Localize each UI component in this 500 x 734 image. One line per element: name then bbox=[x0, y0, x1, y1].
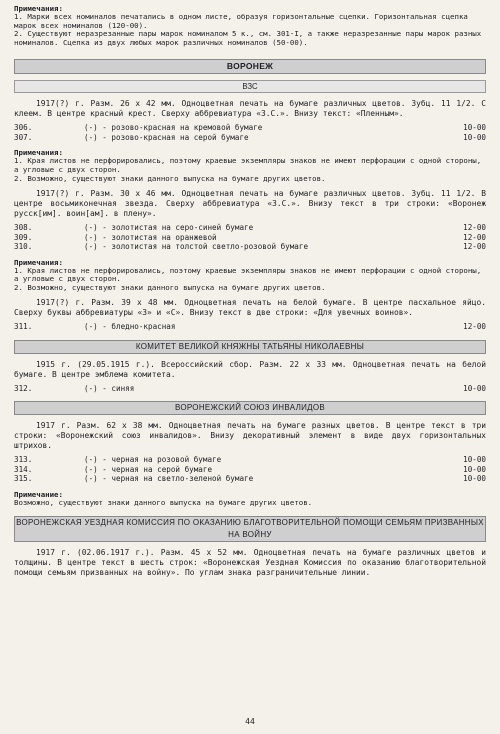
stamp-list bbox=[14, 322, 486, 332]
notes-block bbox=[14, 148, 486, 183]
issue-description: 1917(?) г. Разм. 30 х 46 мм. Одноцветная печать на бумаге различных цветов. Зубц. 11 1/2. В центре восьмиконечная звезда. Сверху аббревиатура «З.С.». Внизу текст в три строки: «Воронеж русск[им]. воин[ам]. в плену». bbox=[14, 189, 486, 219]
stamp-price: 10-00 bbox=[463, 123, 486, 133]
stamp-number: 308. bbox=[14, 223, 33, 233]
stamp-list bbox=[14, 223, 486, 252]
stamp-row bbox=[14, 322, 486, 332]
stamp-desc: (-) - розово-красная на серой бумаге bbox=[84, 132, 249, 142]
stamp-row bbox=[14, 123, 486, 133]
stamp-desc: (-) - бледно-красная bbox=[84, 322, 176, 332]
section-header-commission: ВОРОНЕЖСКАЯ УЕЗДНАЯ КОМИССИЯ ПО ОКАЗАНИЮ БЛАГОТВОРИТЕЛЬНОЙ ПОМОЩИ СЕМЬЯМ ПРИЗВАННЫХ НА ВОЙНУ bbox=[14, 516, 486, 542]
note-line: 2. Возможно, существуют знаки данного выпуска на бумаге других цветов. bbox=[14, 282, 326, 292]
issue-description: 1917(?) г. Разм. 39 х 48 мм. Одноцветная печать на белой бумаге. В центре пасхальное яйцо. Сверху буквы аббревиатуры «З» и «С». Внизу текст в две строки: «Для увечных воинов». bbox=[14, 298, 486, 318]
note-line: 2. Существуют неразрезанные пары марок номиналом 5 к., см. 301-I, а также неразрезанные пары марок разных номиналов. Сцепка из двух любых марок различных номиналов (50-00). bbox=[14, 29, 482, 47]
stamp-desc: (-) - черная на розовой бумаге bbox=[84, 455, 222, 465]
stamp-list bbox=[14, 455, 486, 484]
stamp-row bbox=[14, 474, 486, 484]
stamp-list bbox=[14, 123, 486, 142]
catalog-page bbox=[14, 4, 486, 582]
stamp-price: 10-00 bbox=[463, 474, 486, 484]
note-line: 1. Марки всех номиналов печатались в одном листе, образуя горизонтальные сцепки. Горизонтальная сцепка марок всех номиналов (120-00). bbox=[14, 12, 468, 30]
stamp-number: 311. bbox=[14, 322, 33, 332]
stamp-desc: (-) - золотистая на оранжевой bbox=[84, 232, 217, 242]
stamp-row bbox=[14, 455, 486, 465]
issue-description: 1915 г. (29.05.1915 г.). Всероссийский сбор. Разм. 22 х 33 мм. Одноцветная печать на белой бумаге. В центре эмблема комитета. bbox=[14, 359, 486, 379]
notes-block bbox=[14, 490, 486, 508]
notes-block bbox=[14, 258, 486, 293]
note-line: 1. Края листов не перфорировались, поэтому краевые экземпляры знаков не имеют перфорации с одной стороны, а угловые с двух сторон. bbox=[14, 265, 482, 284]
stamp-desc: (-) - черная на серой бумаге bbox=[84, 464, 213, 474]
stamp-number: 313. bbox=[14, 455, 33, 465]
top-notes bbox=[14, 4, 486, 47]
stamp-desc: (-) - золотистая на толстой светло-розовой бумаге bbox=[84, 242, 309, 252]
notes-title: Примечания: bbox=[14, 4, 63, 13]
notes-title: Примечания: bbox=[14, 257, 63, 267]
stamp-list bbox=[14, 384, 486, 394]
stamp-price: 12-00 bbox=[463, 223, 486, 233]
stamp-price: 10-00 bbox=[463, 132, 486, 142]
stamp-number: 314. bbox=[14, 464, 33, 474]
page-number: 44 bbox=[245, 717, 255, 726]
stamp-number: 307. bbox=[14, 132, 33, 142]
section-header-vzs: ВЗС bbox=[14, 80, 486, 93]
stamp-number: 306. bbox=[14, 123, 33, 133]
stamp-number: 315. bbox=[14, 474, 33, 484]
stamp-row bbox=[14, 133, 486, 143]
stamp-row bbox=[14, 242, 486, 252]
stamp-row bbox=[14, 384, 486, 394]
stamp-desc: (-) - золотистая на серо-синей бумаге bbox=[84, 223, 254, 233]
stamp-price: 12-00 bbox=[463, 242, 486, 252]
stamp-number: 309. bbox=[14, 232, 33, 242]
notes-title: Примечания: bbox=[14, 148, 63, 158]
stamp-desc: (-) - розово-красная на кремовой бумаге bbox=[84, 123, 263, 133]
stamp-desc: (-) - черная на светло-зеленой бумаге bbox=[84, 474, 254, 484]
stamp-row bbox=[14, 223, 486, 233]
stamp-row bbox=[14, 233, 486, 243]
issue-description: 1917 г. (02.06.1917 г.). Разм. 45 х 52 мм. Одноцветная печать на бумаге различных цветов и толщины. В центре текст в шесть строк: «Воронежская Уездная Комиссия по оказанию благотворительной помощи семьям призванных на войну». По углам знака разграничительные линии. bbox=[14, 547, 486, 577]
issue-description: 1917(?) г. Разм. 26 х 42 мм. Одноцветная печать на бумаге различных цветов. Зубц. 11 1/2. С клеем. В центре красный крест. Сверху аббревиатура «З.С.». Внизу текст: «Пленным». bbox=[14, 99, 486, 119]
stamp-row bbox=[14, 465, 486, 475]
issue-description: 1917 г. Разм. 62 х 38 мм. Одноцветная печать на бумаге разных цветов. В центре текст в три строки: «Воронежский союз инвалидов». Внизу декоративный элемент в виде двух горизонтальных штрихов. bbox=[14, 421, 486, 451]
note-line: 2. Возможно, существуют знаки данного выпуска на бумаге других цветов. bbox=[14, 173, 326, 183]
stamp-number: 312. bbox=[14, 383, 33, 393]
section-header-committee: КОМИТЕТ ВЕЛИКОЙ КНЯЖНЫ ТАТЬЯНЫ НИКОЛАЕВНЫ bbox=[14, 340, 486, 354]
stamp-desc: (-) - синяя bbox=[84, 383, 135, 393]
stamp-number: 310. bbox=[14, 242, 33, 252]
note-line: 1. Края листов не перфорировались, поэтому краевые экземпляры знаков не имеют перфорации с одной стороны, а угловые с двух сторон. bbox=[14, 156, 482, 174]
stamp-price: 10-00 bbox=[463, 464, 486, 474]
city-header: ВОРОНЕЖ bbox=[14, 59, 486, 74]
stamp-price: 12-00 bbox=[463, 322, 486, 332]
stamp-price: 10-00 bbox=[463, 383, 486, 393]
stamp-price: 12-00 bbox=[463, 232, 486, 242]
notes-title: Примечание: bbox=[14, 489, 63, 499]
stamp-price: 10-00 bbox=[463, 455, 486, 465]
note-line: Возможно, существуют знаки данного выпуска на бумаге других цветов. bbox=[14, 497, 313, 507]
section-header-invalids: ВОРОНЕЖСКИЙ СОЮЗ ИНВАЛИДОВ bbox=[14, 401, 486, 415]
